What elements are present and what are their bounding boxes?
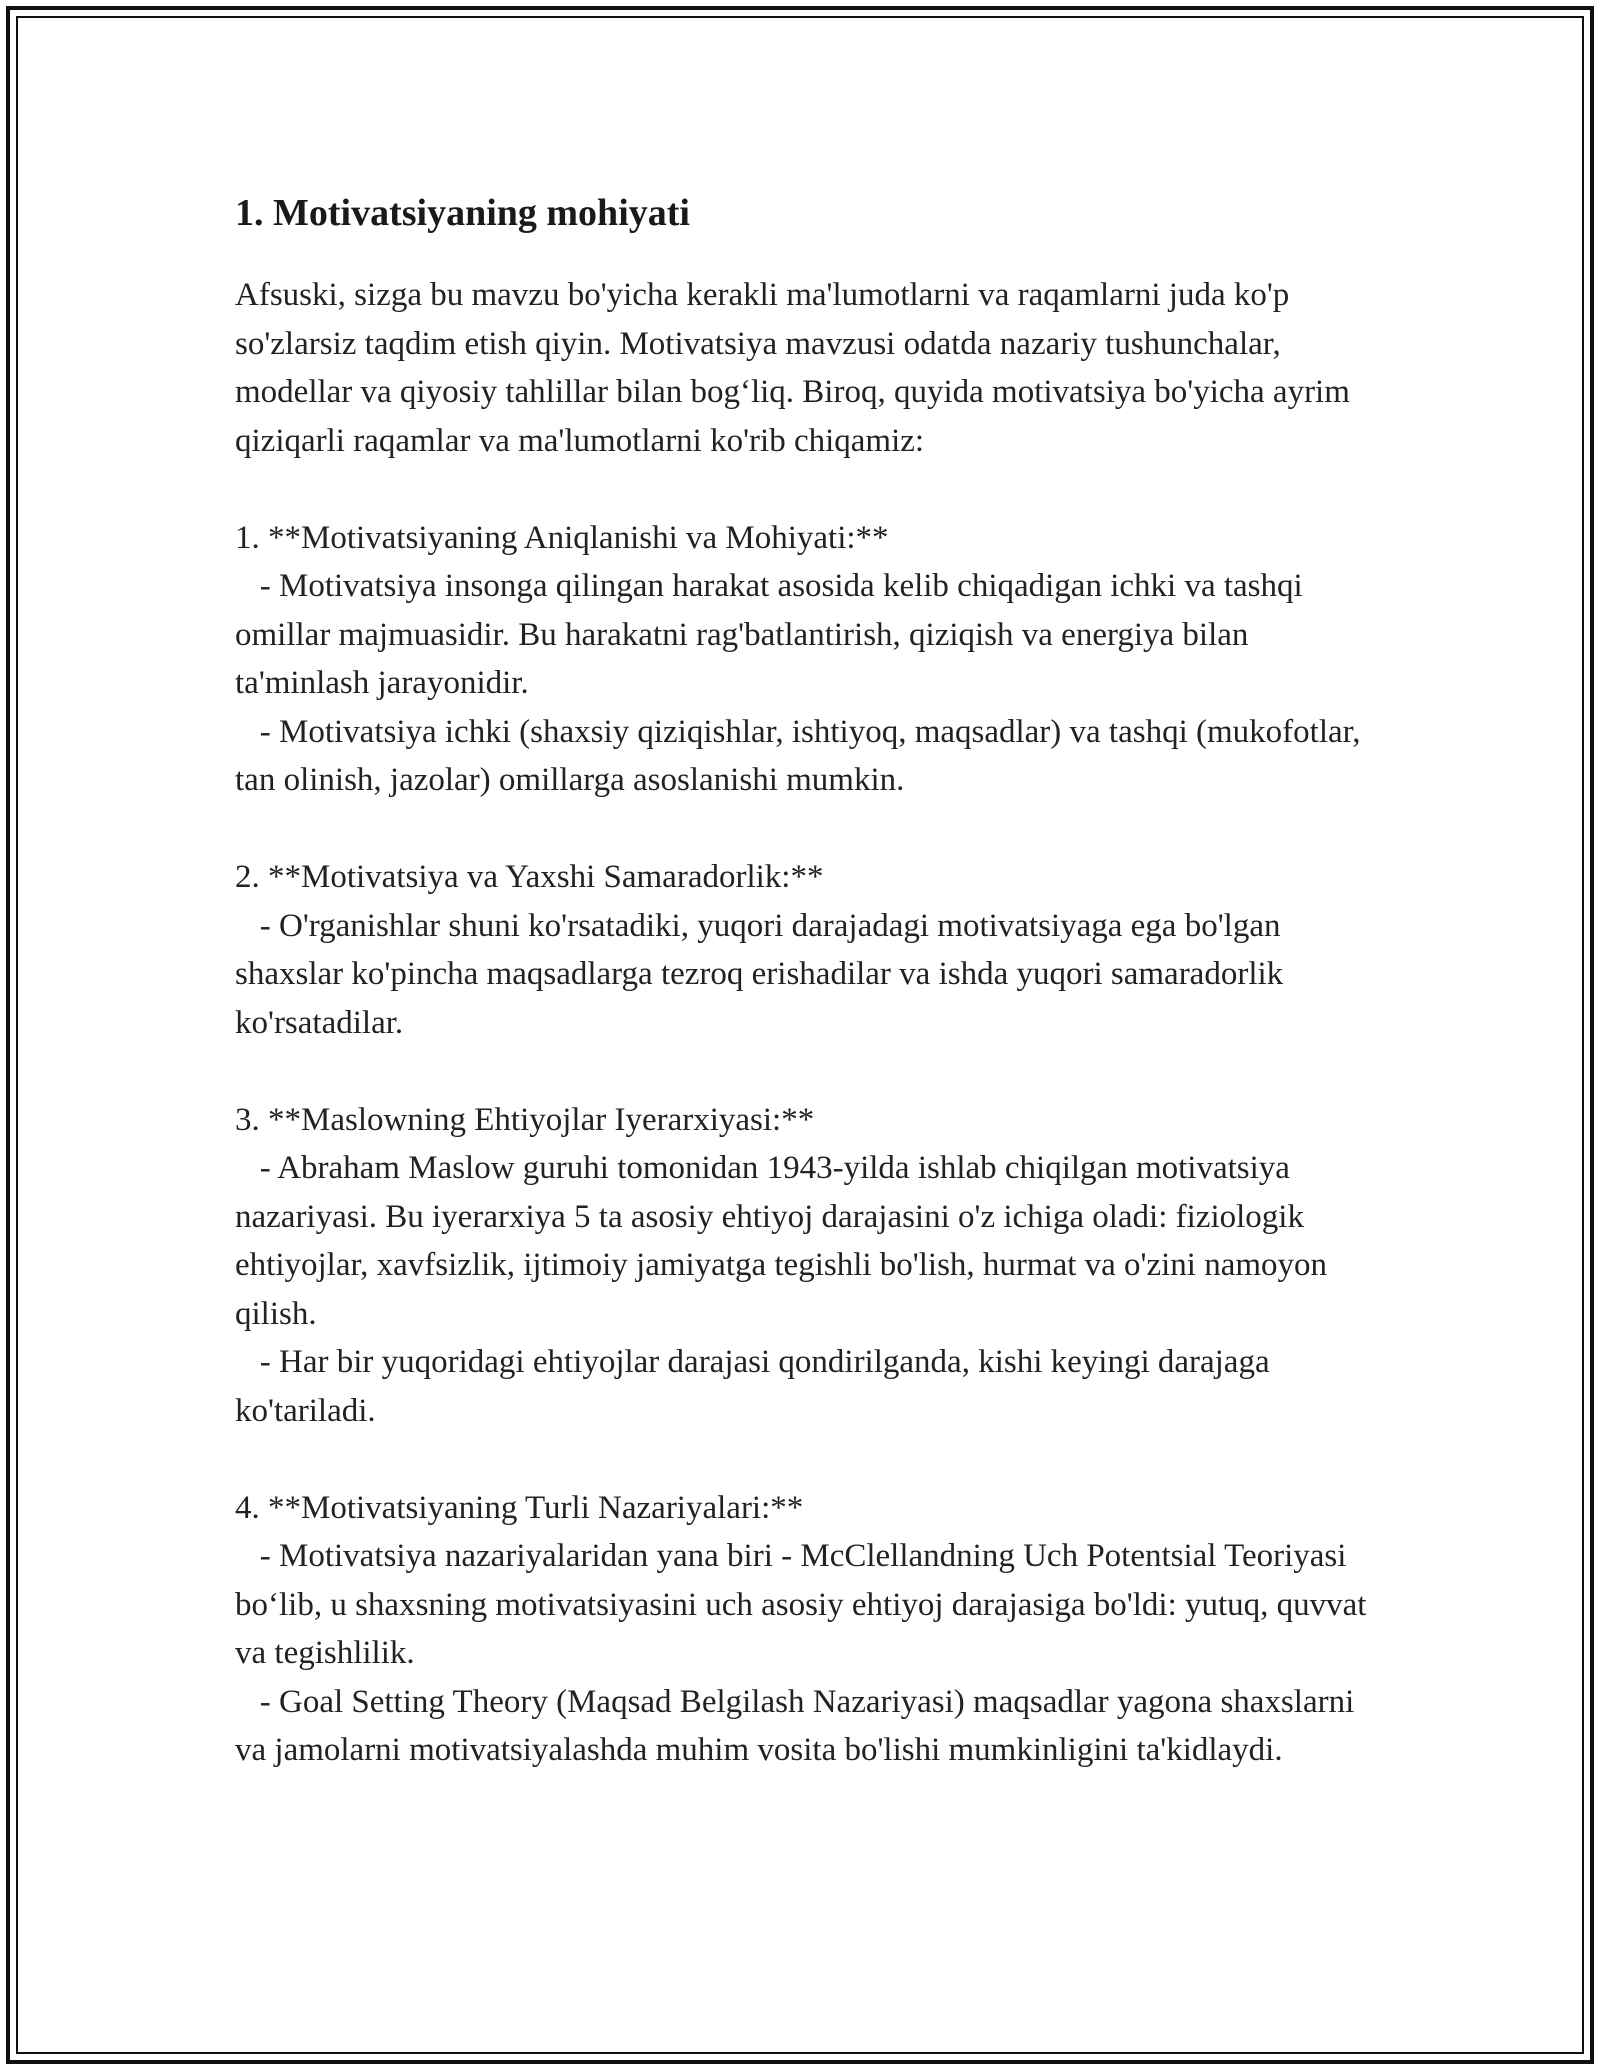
section-heading: 4. **Motivatsiyaning Turli Nazariyalari:**: [235, 1489, 804, 1526]
section-bullet: - Abraham Maslow guruhi tomonidan 1943-yilda ishlab chiqilgan motivatsiya nazariyasi. Bu iyerarxiya 5 ta asosiy ehtiyoj darajasini o'z ichiga oladi: fiziologik ehtiyojlar, xavfsizlik, ijtimoiy jamiyatga tegishli bo'lish, hurmat va o'zini namoyon qilish.: [235, 1150, 1336, 1332]
section-2: [235, 853, 1375, 1047]
section-heading: 1. **Motivatsiyaning Aniqlanishi va Mohiyati:**: [235, 519, 889, 556]
section-4: [235, 1484, 1375, 1775]
section-heading: 3. **Maslowning Ehtiyojlar Iyerarxiyasi:**: [235, 1101, 815, 1138]
document-body: [235, 183, 1375, 1775]
section-bullet: - Motivatsiya ichki (shaxsiy qiziqishlar, ishtiyoq, maqsadlar) va tashqi (mukofotlar, tan olinish, jazolar) omillarga asoslanishi mumkin.: [235, 713, 1369, 798]
section-bullet: - Har bir yuqoridagi ehtiyojlar darajasi qondirilganda, kishi keyingi darajaga ko'tariladi.: [235, 1344, 1278, 1429]
section-bullet: - Goal Setting Theory (Maqsad Belgilash Nazariyasi) maqsadlar yagona shaxslarni va jamolarni motivatsiyalashda muhim vosita bo'lishi mumkinligini ta'kidlaydi.: [235, 1683, 1363, 1768]
section-bullet: - O'rganishlar shuni ko'rsatadiki, yuqori darajadagi motivatsiyaga ega bo'lgan shaxslar ko'pincha maqsadlarga tezroq erishadilar va ishda yuqori samaradorlik ko'rsatadilar.: [235, 907, 1292, 1041]
intro-paragraph: Afsuski, sizga bu mavzu bo'yicha kerakli ma'lumotlarni va raqamlarni juda ko'p so'zlarsiz taqdim etish qiyin. Motivatsiya mavzusi odatda nazariy tushunchalar, modellar va qiyosiy tahlillar bilan bog‘liq. Biroq, quyida motivatsiya bo'yicha ayrim qiziqarli raqamlar va ma'lumotlarni ko'rib chiqamiz:: [235, 277, 1359, 459]
section-bullet: - Motivatsiya nazariyalaridan yana biri - McClellandning Uch Potentsial Teoriyasi bo‘lib, u shaxsning motivatsiyasini uch asosiy ehtiyoj darajasiga bo'ldi: yutuq, quvvat va tegishlilik.: [235, 1538, 1375, 1671]
section-1: [235, 514, 1375, 805]
section-heading: 2. **Motivatsiya va Yaxshi Samaradorlik:**: [235, 859, 824, 895]
page-title: 1. Motivatsiyaning mohiyati: [235, 192, 690, 234]
section-3: [235, 1096, 1375, 1436]
section-bullet: - Motivatsiya insonga qilingan harakat asosida kelib chiqadigan ichki va tashqi omillar majmuasidir. Bu harakatni rag'batlantirish, qiziqish va energiya bilan ta'minlash jarayonidir.: [235, 568, 1311, 701]
